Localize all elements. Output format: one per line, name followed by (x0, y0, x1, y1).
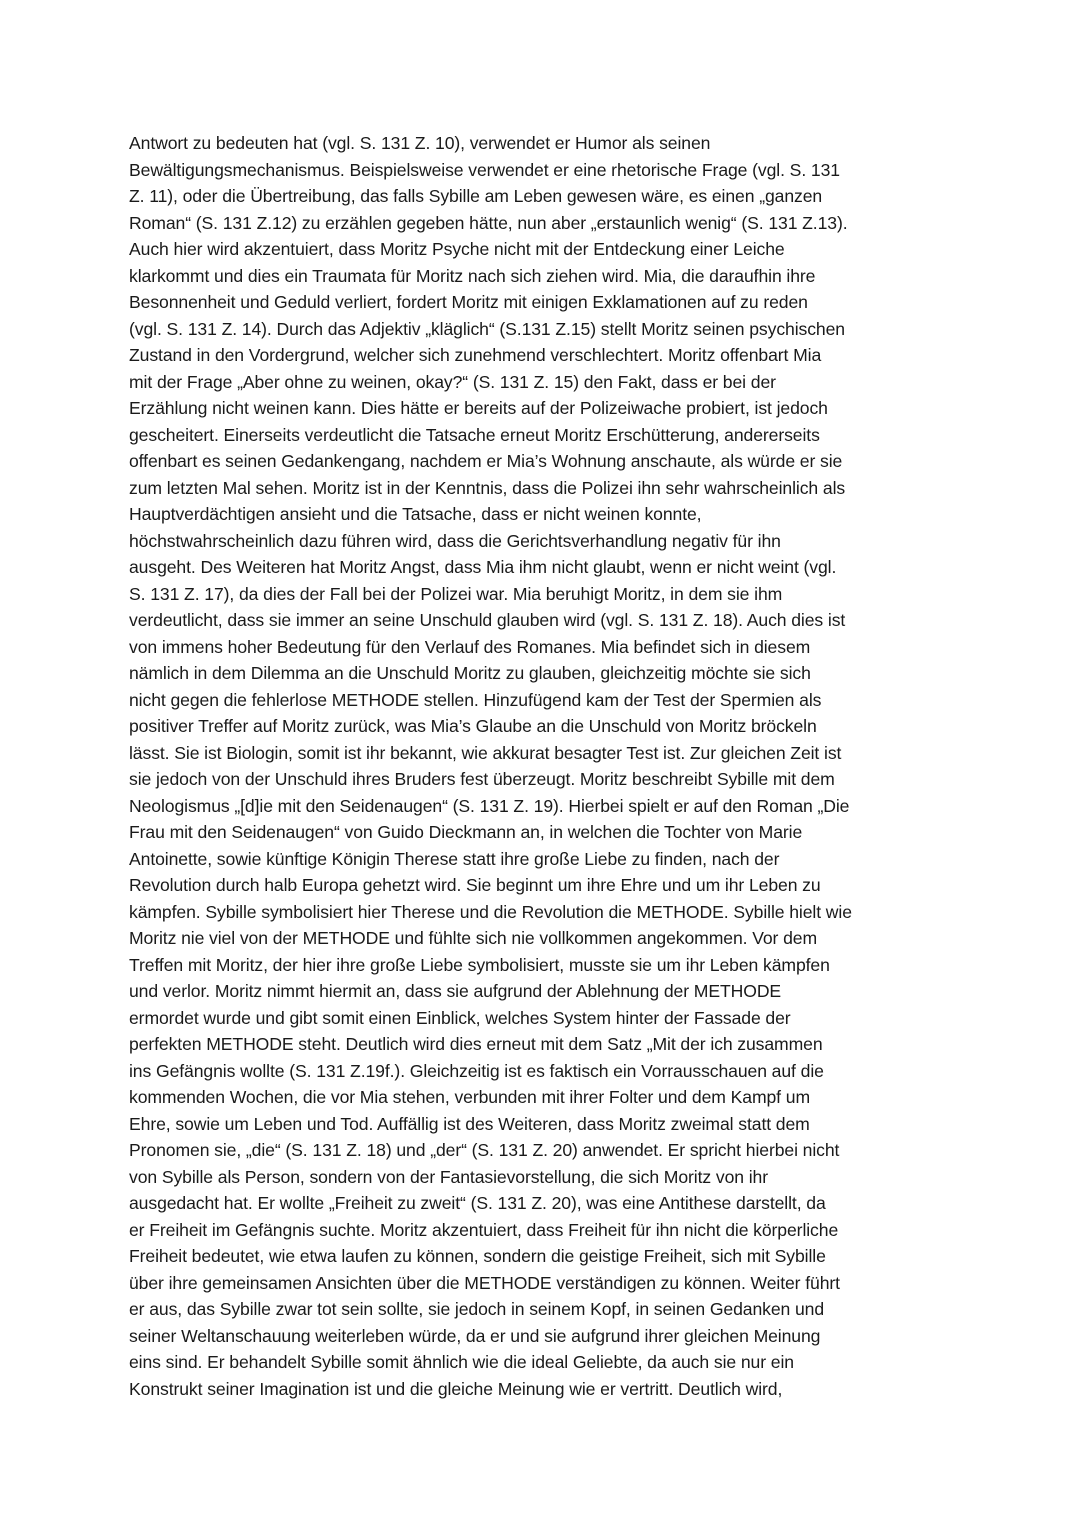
text-line: ausgedacht hat. Er wollte „Freiheit zu zweit“ (S. 131 Z. 20), was eine Antithese darstellt, da (129, 1193, 826, 1213)
text-line: kämpfen. Sybille symbolisiert hier Therese und die Revolution die METHODE. Sybille hielt wie (129, 901, 852, 922)
text-line: positiver Treffer auf Moritz zurück, was Mia’s Glaube an die Unschuld von Moritz bröckeln (129, 716, 817, 736)
text-line: von immens hoher Bedeutung für den Verlauf des Romanes. Mia befindet sich in diesem (129, 636, 811, 657)
text-line: nicht gegen die fehlerlose METHODE stellen. Hinzufügend kam der Test der Spermien als (129, 689, 822, 710)
text-line: perfekten METHODE steht. Deutlich wird dies erneut mit dem Satz „Mit der ich zusammen (129, 1034, 823, 1054)
text-line: ausgeht. Des Weiteren hat Moritz Angst, dass Mia ihm nicht glaubt, wenn er nicht weint (vgl. (129, 557, 837, 577)
text-line: höchstwahrscheinlich dazu führen wird, dass die Gerichtsverhandlung negativ für ihn (129, 530, 781, 551)
text-line: Erzählung nicht weinen kann. Dies hätte er bereits auf der Polizeiwache probiert, ist jedoch (129, 398, 828, 418)
text-line: ins Gefängnis wollte (S. 131 Z.19f.). Gleichzeitig ist es faktisch ein Vorrausschauen auf die (129, 1060, 824, 1081)
text-line: Zustand in den Vordergrund, welcher sich zunehmend verschlechtert. Moritz offenbart Mia (129, 345, 822, 365)
text-line: Moritz nie viel von der METHODE und fühlte sich nie vollkommen angekommen. Vor dem (129, 928, 818, 948)
text-line: Neologismus „[d]ie mit den Seidenaugen“ (S. 131 Z. 19). Hierbei spielt er auf den Roman „Die (129, 795, 850, 816)
text-line: von Sybille als Person, sondern von der Fantasievorstellung, die sich Moritz von ihr (129, 1166, 768, 1187)
text-line: Frau mit den Seidenaugen“ von Guido Dieckmann an, in welchen die Tochter von Marie (129, 822, 803, 842)
text-line: über ihre gemeinsamen Ansichten über die METHODE verständigen zu können. Weiter führt (129, 1272, 840, 1293)
text-line: mit der Frage „Aber ohne zu weinen, okay?“ (S. 131 Z. 15) den Fakt, dass er bei der (129, 371, 776, 392)
text-line: Ehre, sowie um Leben und Tod. Auffällig ist des Weiteren, dass Moritz zweimal statt dem (129, 1113, 810, 1134)
text-line: er aus, das Sybille zwar tot sein sollte, sie jedoch in seinem Kopf, in seinen Gedanken und (129, 1299, 825, 1319)
text-line: lässt. Sie ist Biologin, somit ist ihr bekannt, wie akkurat besagter Test ist. Zur gleichen Zeit ist (129, 742, 842, 763)
text-line: ermordet wurde und gibt somit einen Einblick, welches System hinter der Fassade der (129, 1007, 791, 1028)
text-line: offenbart es seinen Gedankengang, nachdem er Mia’s Wohnung anschaute, als würde er sie (129, 451, 843, 471)
text-line: S. 131 Z. 17), da dies der Fall bei der Polizei war. Mia beruhigt Moritz, in dem sie ihm (129, 583, 783, 604)
text-line: Treffen mit Moritz, der hier ihre große Liebe symbolisiert, musste sie um ihr Leben kämpfen (129, 954, 830, 975)
text-line: seiner Weltanschauung weiterleben würde, da er und sie aufgrund ihrer gleichen Meinung (129, 1325, 821, 1346)
text-line: nämlich in dem Dilemma an die Unschuld Moritz zu glauben, gleichzeitig möchte sie sich (129, 663, 811, 683)
text-line: Z. 11), oder die Übertreibung, das falls Sybille am Leben gewesen wäre, es einen „ganzen (129, 186, 823, 206)
text-line: Pronomen sie, „die“ (S. 131 Z. 18) und „der“ (S. 131 Z. 20) anwendet. Er spricht hierbei nicht (129, 1140, 840, 1160)
text-line: verdeutlicht, dass sie immer an seine Unschuld glauben wird (vgl. S. 131 Z. 18). Auch dies ist (129, 610, 846, 630)
text-line: kommenden Wochen, die vor Mia stehen, verbunden mit ihrer Folter und dem Kampf um (129, 1087, 810, 1107)
text-line: (vgl. S. 131 Z. 14). Durch das Adjektiv „kläglich“ (S.131 Z.15) stellt Moritz seinen psychischen (129, 318, 845, 339)
text-line: Hauptverdächtigen ansieht und die Tatsache, dass er nicht weinen konnte, (129, 504, 702, 524)
text-line: zum letzten Mal sehen. Moritz ist in der Kenntnis, dass die Polizei ihn sehr wahrscheinlich als (129, 477, 846, 498)
text-line: Antwort zu bedeuten hat (vgl. S. 131 Z. 10), verwendet er Humor als seinen (129, 133, 711, 153)
text-line: gescheitert. Einerseits verdeutlicht die Tatsache erneut Moritz Erschütterung, andererseits (129, 424, 820, 445)
text-line: Freiheit bedeutet, wie etwa laufen zu können, sondern die geistige Freiheit, sich mit Sybille (129, 1246, 826, 1266)
text-line: er Freiheit im Gefängnis suchte. Moritz akzentuiert, dass Freiheit für ihn nicht die körperliche (129, 1219, 839, 1240)
text-line: Auch hier wird akzentuiert, dass Moritz Psyche nicht mit der Entdeckung einer Leiche (129, 239, 785, 259)
text-line: klarkommt und dies ein Traumata für Moritz nach sich ziehen wird. Mia, die daraufhin ihre (129, 265, 816, 286)
text-line: und verlor. Moritz nimmt hiermit an, dass sie aufgrund der Ablehnung der METHODE (129, 981, 782, 1001)
text-line: Antoinette, sowie künftige Königin Therese statt ihre große Liebe zu finden, nach der (129, 848, 780, 869)
text-line: Roman“ (S. 131 Z.12) zu erzählen gegeben hätte, nun aber „erstaunlich wenig“ (S. 131 Z.13). (129, 212, 848, 233)
body-text (129, 130, 979, 1402)
text-line: Konstrukt seiner Imagination ist und die gleiche Meinung wie er vertritt. Deutlich wird, (129, 1378, 783, 1399)
text-line: eins sind. Er behandelt Sybille somit ähnlich wie die ideal Geliebte, da auch sie nur ein (129, 1352, 794, 1372)
text-line: Bewältigungsmechanismus. Beispielsweise verwendet er eine rhetorische Frage (vgl. S. 131 (129, 159, 840, 180)
text-line: Revolution durch halb Europa gehetzt wird. Sie beginnt um ihre Ehre und um ihr Leben zu (129, 875, 821, 895)
text-line: sie jedoch von der Unschuld ihres Bruders fest überzeugt. Moritz beschreibt Sybille mit dem (129, 769, 835, 789)
text-line: Besonnenheit und Geduld verliert, fordert Moritz mit einigen Exklamationen auf zu reden (129, 292, 808, 312)
